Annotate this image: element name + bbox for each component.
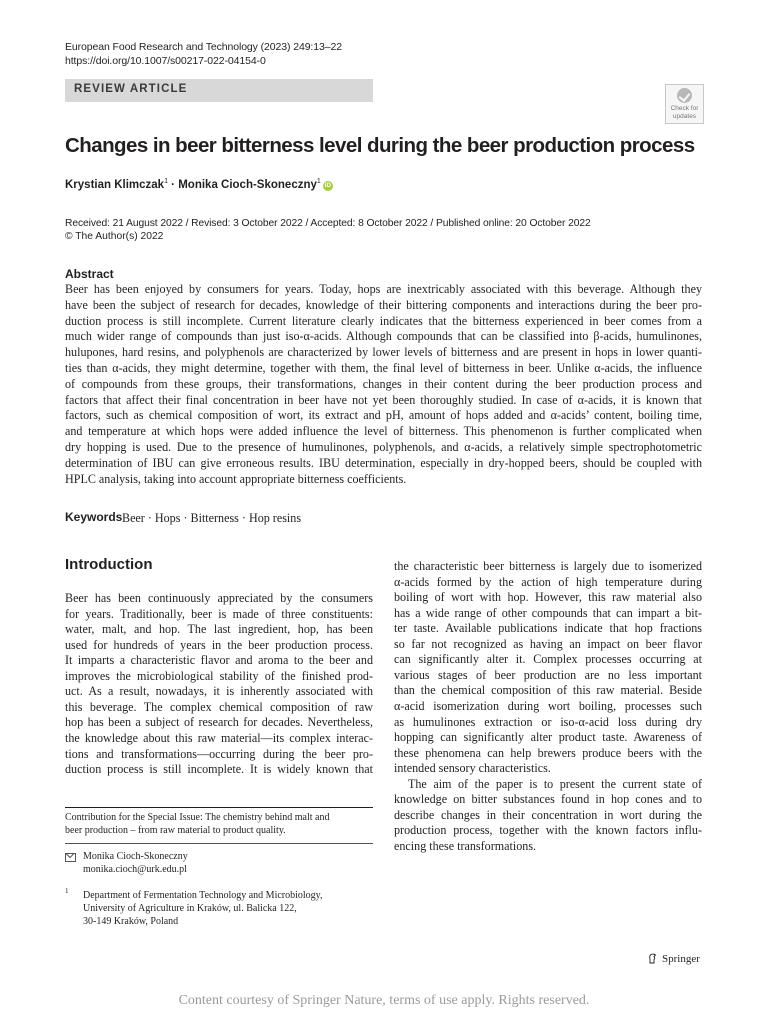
text-line: so far not recognized as having an impact on beer flavor — [394, 636, 702, 651]
publisher-logo: Springer — [662, 953, 700, 965]
text-line: and temperature at which hops were added influence the level of bitterness. This phenomenon is further complicated when — [65, 424, 702, 439]
check-for-updates-badge[interactable] — [665, 84, 704, 124]
text-line: than the chemical composition of this raw material. Beside — [394, 683, 702, 698]
affiliation-marker: 1 — [164, 178, 168, 185]
text-line: Beer has been enjoyed by consumers for years. Today, hops are inextricably associated with this beverage. Although they — [65, 282, 702, 296]
text-line: determination of IBU can give erroneous results. IBU determination, especially in dry-hopped beers, should be coupled with — [65, 455, 702, 470]
journal-citation: European Food Research and Technology (2023) 249:13–22 — [65, 41, 342, 53]
text-line: hop has been a subject of research for decades. Nevertheless, — [65, 715, 373, 730]
text-line: the characteristic beer bitterness is largely due to isomerized — [394, 559, 702, 573]
text-line: boiling of wort with hop. However, this raw material also — [394, 590, 702, 605]
affiliation-line: University of Agriculture in Kraków, ul. Balicka 122, — [83, 903, 297, 914]
keywords-heading: Keywords — [65, 510, 123, 524]
text-line: knowledge on bitter substances found in hop cones and to — [394, 792, 702, 807]
text-line: have been the subject of research for decades, knowledge of their bittering components and interactions during the beer pro- — [65, 297, 702, 312]
text-line: describe changes in their concentration in wort during the — [394, 807, 702, 822]
orcid-icon[interactable]: iD — [324, 181, 332, 189]
text-line: of compounds from these groups, their transformations, changes in their content during the beer production process and — [65, 376, 702, 391]
text-line: hulupones, hard resins, and polyphenols are characterized by lower levels of bitterness and are present in hops in lower quanti- — [65, 345, 702, 360]
text-line: encing these transformations. — [394, 838, 537, 853]
text-line: used for hundreds of years in the beer production process. — [65, 637, 373, 652]
corresponding-author-name: Monika Cioch-Skoneczny — [83, 851, 188, 862]
text-line: ties than α-acids, they might determine, together with them, the final level of bitterness in beer. Unlike α-acids, the influence — [65, 361, 702, 375]
text-line: water, malt, and hop. The last ingredient, hop, has been — [65, 622, 373, 637]
text-line: factors, such as chemical composition of wort, its extract and pH, amount of hops added and α-acids’ content, boiling time, — [65, 408, 702, 423]
affiliation-line: Department of Fermentation Technology and Microbiology, — [83, 890, 323, 901]
special-issue-note-line: Contribution for the Special Issue: The chemistry behind malt and — [65, 812, 330, 823]
article-title: Changes in beer bitterness level during the beer production process — [65, 134, 695, 157]
publication-dates: Received: 21 August 2022 / Revised: 3 October 2022 / Accepted: 8 October 2022 / Published online: 20 October 2022 — [65, 218, 591, 229]
text-line: can significantly alter it. Complex processes occurring at — [394, 652, 702, 667]
envelope-icon — [65, 853, 76, 862]
abstract-heading: Abstract — [65, 267, 114, 281]
text-line: α-acids formed by the action of high temperature during — [394, 574, 702, 589]
author-list — [65, 178, 333, 191]
text-line: this beverage. The complex chemical composition of raw — [65, 699, 373, 714]
text-line: much wider range of compounds than just iso-α-acids. Although compounds that can be classified into β-acids, humulinones, — [65, 329, 702, 344]
text-line: factors that affect their final concentration in beer have not yet been thoroughly studied. In case of α-acids, it is known that — [65, 392, 702, 407]
courtesy-notice: Content courtesy of Springer Nature, terms of use apply. Rights reserved. — [178, 993, 590, 1008]
text-line: improves the microbiological stability of the finished prod- — [65, 668, 373, 683]
check-updates-line2: updates — [672, 113, 697, 120]
author-separator: · — [167, 178, 179, 191]
text-line: duction process is still incomplete. Current literature clearly indicates that the bitterness experienced in beer comes from a — [65, 313, 702, 328]
article-type-banner — [65, 79, 373, 102]
text-line: the knowledge about this raw material—its complex interac- — [65, 730, 373, 745]
affiliation-line: 30-149 Kraków, Poland — [83, 916, 179, 927]
article-type-label: REVIEW ARTICLE — [74, 83, 188, 95]
text-line: hopping can significantly alter product taste. Awareness of — [394, 730, 702, 745]
corresponding-author-email[interactable]: monika.cioch@urk.edu.pl — [83, 864, 187, 875]
footnote-divider — [65, 843, 373, 844]
footnote-divider — [65, 807, 373, 808]
section-heading-introduction: Introduction — [65, 556, 153, 573]
author-name[interactable]: Monika Cioch-Skoneczny — [178, 178, 317, 191]
text-line: HPLC analysis, taking into account appropriate bitterness coefficients. — [65, 471, 407, 486]
text-line: duction process is still incomplete. It is widely known that — [65, 762, 373, 777]
text-line: has a wide range of other compounds that can impart a bit- — [394, 605, 702, 620]
special-issue-note-line: beer production – from raw material to product quality. — [65, 825, 286, 836]
text-line: The aim of the paper is to present the current state of — [408, 776, 702, 791]
text-line: α-acid isomerization during wort boiling, processes such — [394, 698, 702, 713]
doi-link[interactable]: https://doi.org/10.1007/s00217-022-04154-0 — [65, 55, 266, 67]
text-line: tions and transformations—occurring during the beer pro- — [65, 746, 373, 761]
copyright-notice: © The Author(s) 2022 — [65, 231, 164, 242]
text-line: dry hopping is used. Due to the presence of humulinones, polyphenols, and α-acids, a relatively simple spectrophotometric — [65, 440, 702, 454]
springer-horse-icon — [648, 953, 657, 964]
affiliation-marker: 1 — [316, 178, 321, 185]
affiliation-number: 1 — [65, 887, 69, 895]
check-updates-icon — [677, 88, 692, 103]
text-line: uct. As a result, nowadays, it is inherently associated with — [65, 684, 373, 699]
text-line: intended sensory characteristics. — [394, 761, 551, 776]
text-line: It imparts a characteristic flavor and aroma to the beer and — [65, 653, 373, 668]
text-line: Beer has been continuously appreciated by the consumers — [65, 591, 373, 605]
author-name[interactable]: Krystian Klimczak — [65, 178, 165, 191]
keywords-list: Beer · Hops · Bitterness · Hop resins — [122, 511, 302, 525]
text-line: various stages of beer production are no less important — [394, 667, 702, 682]
text-line: for years. Traditionally, beer is made of three constituents: — [65, 606, 373, 621]
text-line: ter taste. Available publications indicate that hop fractions — [394, 621, 702, 636]
text-line: production process, together with the known factors influ- — [394, 823, 702, 838]
text-line: these phenomena can help brewers produce beers with the — [394, 745, 702, 760]
check-updates-line1: Check for — [670, 105, 699, 112]
text-line: as humulinones extraction or iso-α-acid loss during dry — [394, 714, 702, 729]
